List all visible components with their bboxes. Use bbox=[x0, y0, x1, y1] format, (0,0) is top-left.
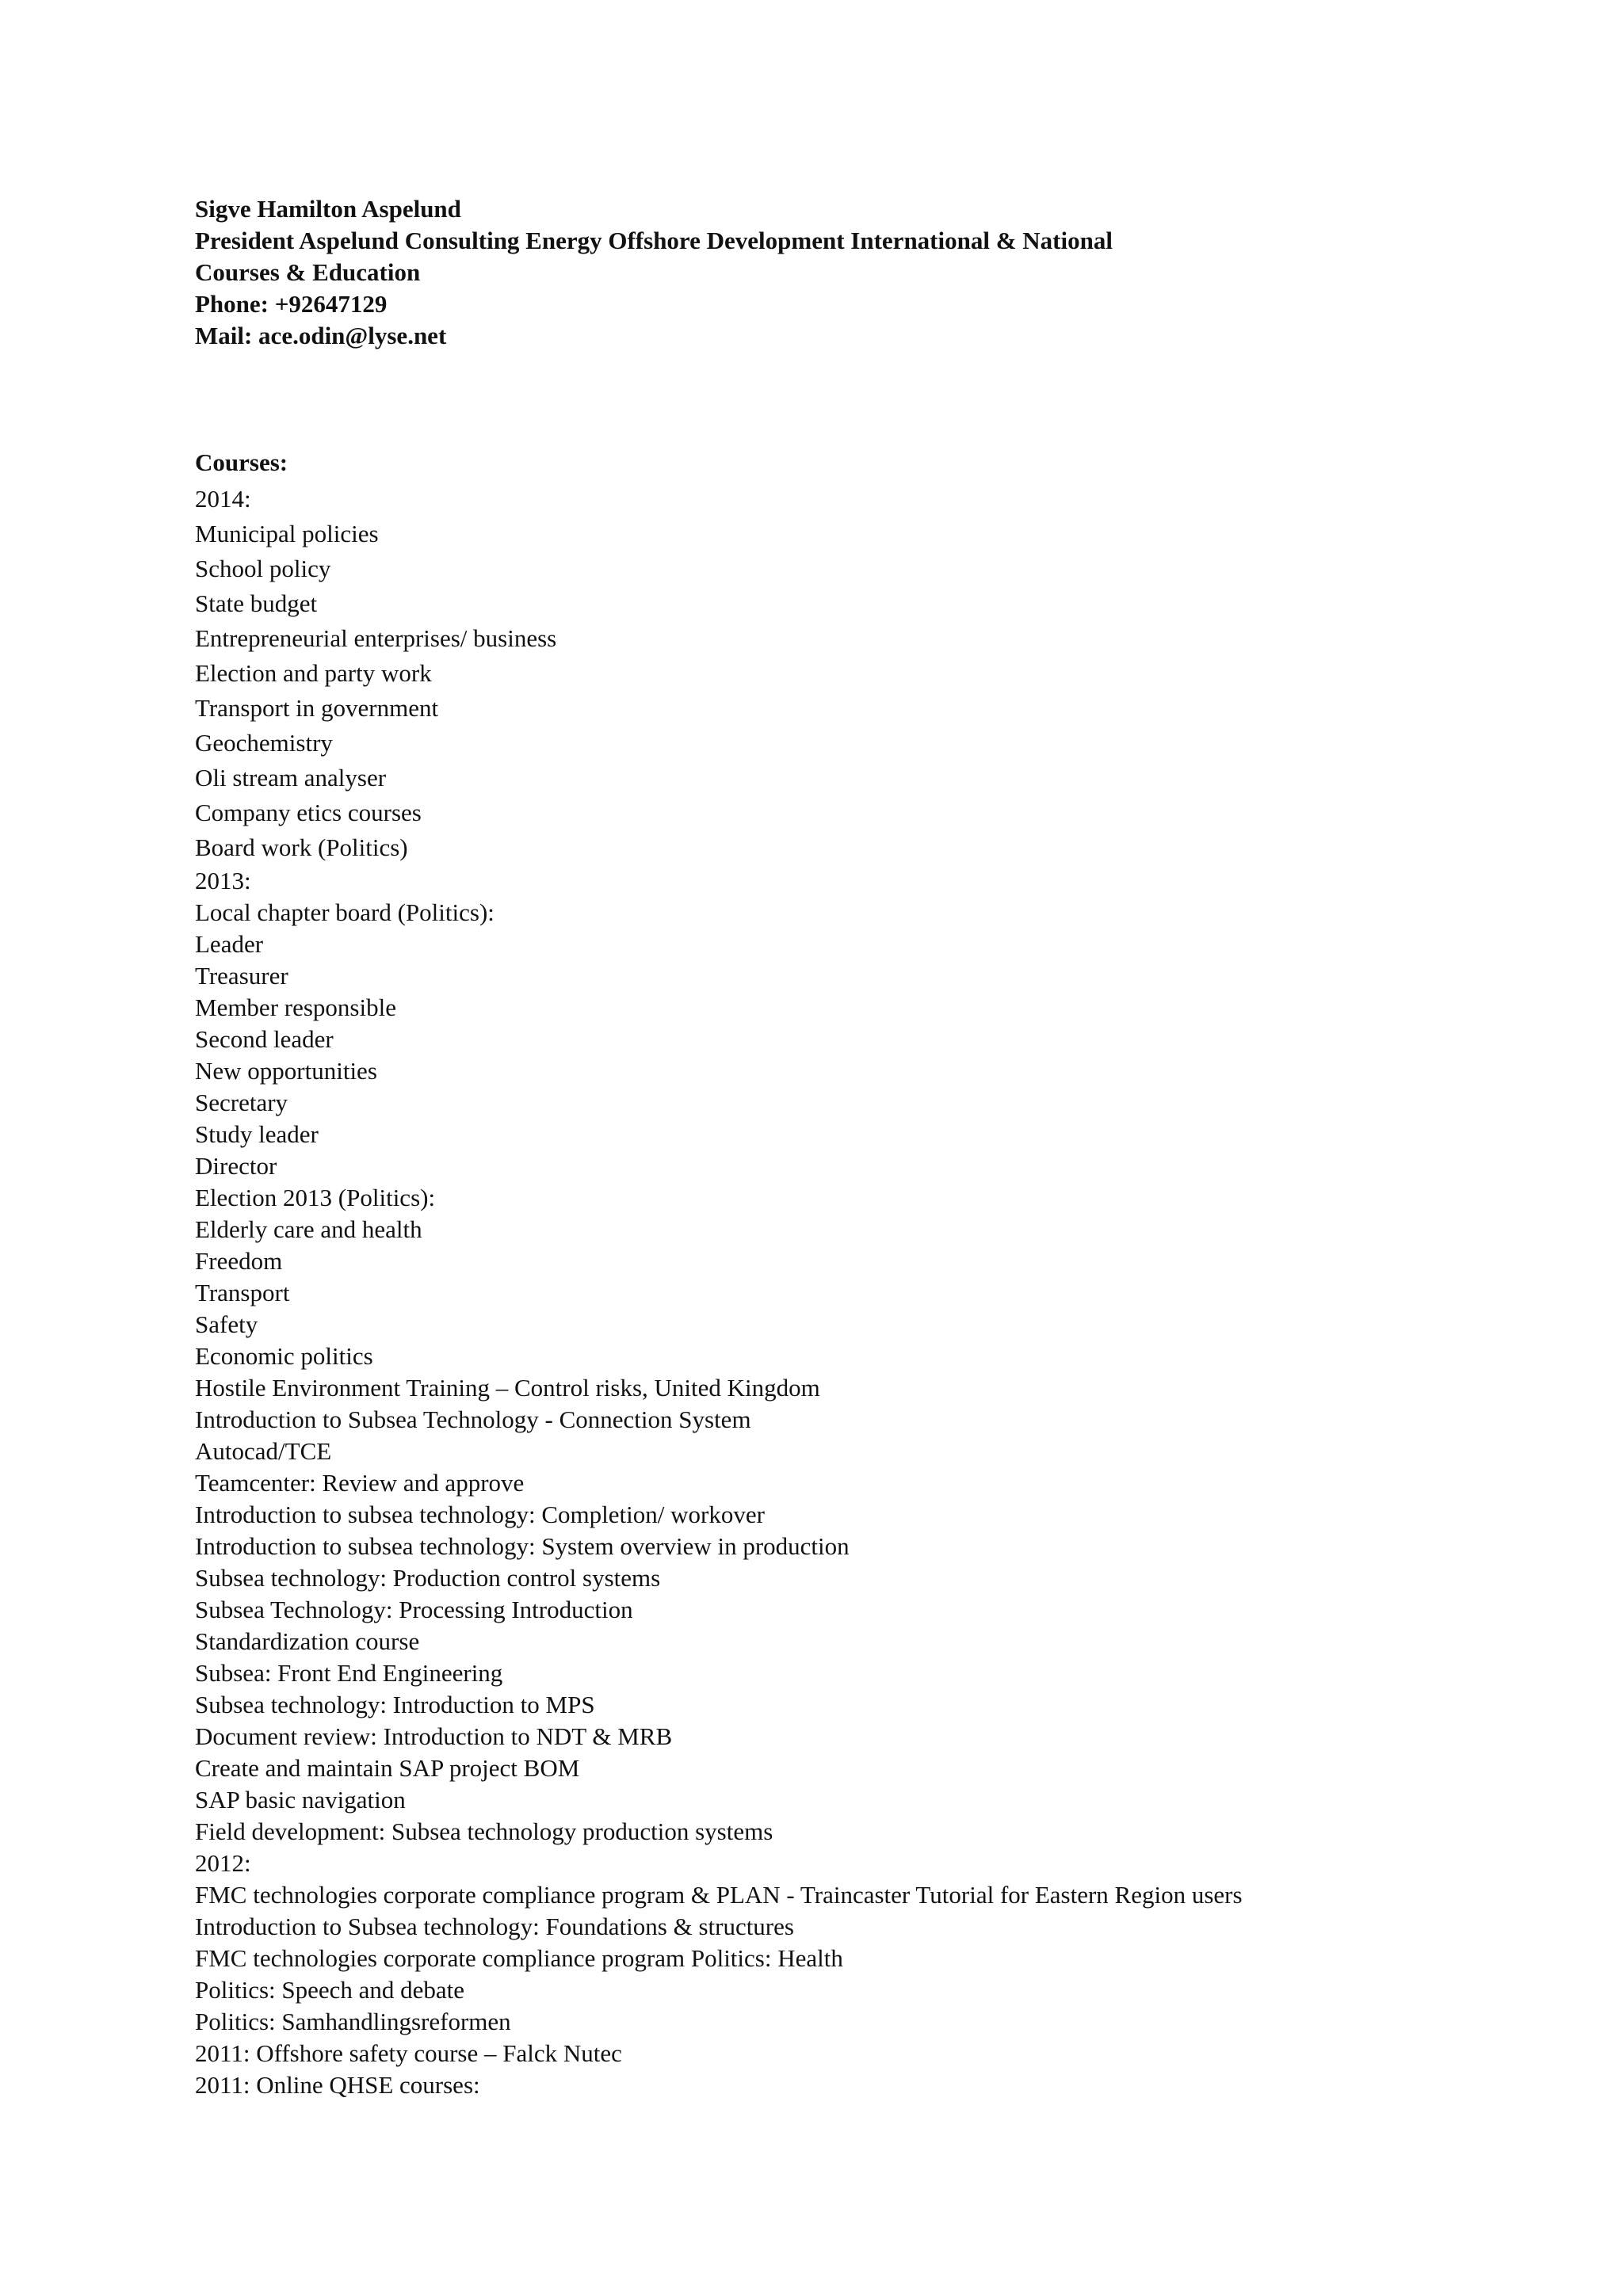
course-item: Treasurer bbox=[195, 962, 288, 990]
course-item: Introduction to subsea technology: System overview in production bbox=[195, 1532, 850, 1560]
course-item: State budget bbox=[195, 589, 318, 617]
course-item: Subsea technology: Production control systems bbox=[195, 1564, 661, 1592]
course-item: 2014: bbox=[195, 485, 251, 513]
course-item: Geochemistry bbox=[195, 729, 333, 757]
person-title: President Aspelund Consulting Energy Offshore Development International & National bbox=[195, 227, 1113, 254]
course-item: Study leader bbox=[195, 1120, 319, 1148]
course-item: Elderly care and health bbox=[195, 1215, 422, 1243]
course-item: Oli stream analyser bbox=[195, 764, 387, 791]
course-item: Teamcenter: Review and approve bbox=[195, 1469, 525, 1497]
course-item: Board work (Politics) bbox=[195, 833, 408, 861]
person-name: Sigve Hamilton Aspelund bbox=[195, 195, 461, 223]
contact-header bbox=[195, 193, 1542, 352]
course-item: Subsea: Front End Engineering bbox=[195, 1659, 503, 1687]
course-item: Subsea Technology: Processing Introduction bbox=[195, 1596, 633, 1623]
course-item: Director bbox=[195, 1152, 277, 1180]
course-item: Local chapter board (Politics): bbox=[195, 898, 495, 926]
course-item: Create and maintain SAP project BOM bbox=[195, 1754, 580, 1782]
mail-line: Mail: ace.odin@lyse.net bbox=[195, 322, 447, 349]
course-item: Economic politics bbox=[195, 1342, 373, 1370]
courses-heading: Courses: bbox=[195, 448, 288, 476]
course-item: Politics: Speech and debate bbox=[195, 1976, 465, 2004]
course-item: Document review: Introduction to NDT & MRB bbox=[195, 1722, 673, 1750]
course-item: Election and party work bbox=[195, 659, 432, 687]
course-item: Field development: Subsea technology production systems bbox=[195, 1817, 773, 1845]
course-item: Introduction to Subsea Technology - Connection System bbox=[195, 1405, 751, 1433]
course-item: Member responsible bbox=[195, 994, 396, 1021]
course-item: Company etics courses bbox=[195, 799, 422, 826]
course-item: Subsea technology: Introduction to MPS bbox=[195, 1691, 595, 1718]
course-item: FMC technologies corporate compliance program Politics: Health bbox=[195, 1944, 843, 1972]
course-item: Secretary bbox=[195, 1089, 288, 1116]
course-item: Safety bbox=[195, 1310, 258, 1338]
course-item: New opportunities bbox=[195, 1057, 377, 1085]
course-item: Introduction to Subsea technology: Foundations & structures bbox=[195, 1913, 794, 1940]
course-list bbox=[195, 482, 1542, 2101]
course-item: Standardization course bbox=[195, 1627, 420, 1655]
course-item: 2012: bbox=[195, 1849, 251, 1877]
course-item: Second leader bbox=[195, 1025, 334, 1053]
course-item: Politics: Samhandlingsreformen bbox=[195, 2008, 511, 2035]
course-item: Leader bbox=[195, 930, 264, 958]
phone-line: Phone: +92647129 bbox=[195, 290, 388, 318]
section-title: Courses & Education bbox=[195, 258, 421, 286]
course-item: School policy bbox=[195, 555, 331, 582]
course-item: Transport bbox=[195, 1279, 290, 1306]
course-item: Election 2013 (Politics): bbox=[195, 1184, 436, 1211]
course-item: Autocad/TCE bbox=[195, 1437, 332, 1465]
course-item: FMC technologies corporate compliance program & PLAN - Traincaster Tutorial for Eastern Region users bbox=[195, 1881, 1243, 1909]
course-item: Freedom bbox=[195, 1247, 283, 1275]
course-item: 2011: Offshore safety course – Falck Nutec bbox=[195, 2039, 622, 2067]
course-item: 2011: Online QHSE courses: bbox=[195, 2071, 480, 2099]
course-item: Introduction to subsea technology: Completion/ workover bbox=[195, 1501, 765, 1528]
course-item: SAP basic navigation bbox=[195, 1786, 406, 1814]
course-item: Hostile Environment Training – Control risks, United Kingdom bbox=[195, 1374, 820, 1402]
course-item: Municipal policies bbox=[195, 520, 379, 547]
course-item: 2013: bbox=[195, 867, 251, 894]
course-item: Transport in government bbox=[195, 694, 439, 722]
course-item: Entrepreneurial enterprises/ business bbox=[195, 624, 557, 652]
